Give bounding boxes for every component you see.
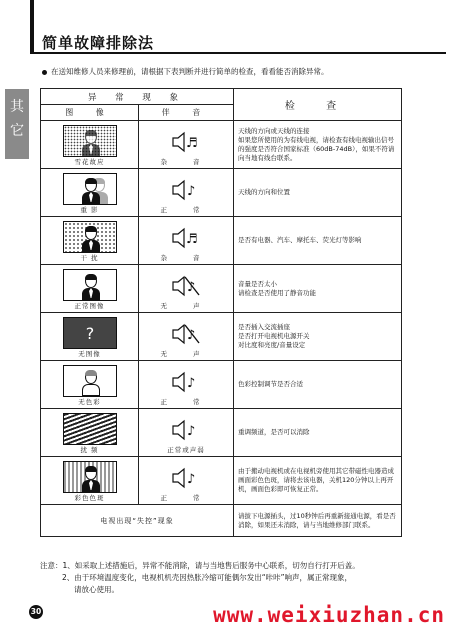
header-phenomenon: 异 常 现 象	[41, 89, 234, 105]
side-tab-char: 其	[10, 99, 24, 115]
header-rule	[34, 52, 446, 54]
image-label: 无图像	[78, 350, 101, 358]
svg-text:♪: ♪	[187, 328, 196, 343]
check-cell: 色彩控制调节是否合适	[234, 361, 402, 409]
note-line: 注意：1、如采取上述措施后，异常不能消除，请与当地售后服务中心联系，切勿自行打开后盖。	[40, 561, 360, 570]
speaker-normal-icon	[171, 465, 201, 491]
image-label: 雪花故应	[74, 158, 105, 166]
table-row	[41, 121, 402, 169]
header-vertical-rule	[30, 0, 34, 54]
sound-cell	[139, 313, 234, 361]
check-cell: 由于搬动电视机或在电视机旁使用其它带磁性电器造成画面彩色色斑，请将去该电器，关机120分钟以上再开机，画面色彩即可恢复正常。	[234, 457, 402, 505]
tv-ghost-picture-icon	[63, 173, 117, 205]
speaker-normal-icon	[171, 417, 201, 443]
page-number: 30	[29, 605, 43, 619]
sound-label: 正常或声弱	[167, 446, 205, 454]
sound-label: 正 常	[160, 494, 212, 502]
sound-label: 杂 音	[160, 254, 212, 262]
sound-label: 无 声	[160, 302, 212, 310]
table-row	[41, 265, 402, 313]
image-label: 彩色色斑	[74, 494, 105, 502]
tv-no-color-picture-icon	[63, 365, 117, 397]
image-label: 扰 频	[80, 446, 99, 454]
check-cell: 天线的方向和位置	[234, 169, 402, 217]
check-cell: 请拔下电源插头，过10秒钟后再重新接通电源，看是否消除，如果还未消除，请与当地维修部门联系。	[234, 505, 402, 537]
table-row	[41, 457, 402, 505]
sound-cell	[139, 121, 234, 169]
table-row	[41, 169, 402, 217]
page-title: 简单故障排除法	[42, 34, 155, 52]
watermark: www.weixiuzhan.cn	[213, 603, 445, 627]
svg-text:♪: ♪	[187, 184, 196, 199]
tv-color-spots-picture-icon	[63, 461, 117, 493]
speaker-muted-icon	[171, 321, 201, 347]
tv-interference-picture-icon	[63, 221, 117, 253]
speaker-normal-icon	[171, 177, 201, 203]
header-check: 检 查	[234, 89, 402, 121]
speaker-muted-icon	[171, 273, 201, 299]
sound-cell	[139, 361, 234, 409]
table-row	[41, 361, 402, 409]
sound-label: 杂 音	[160, 158, 212, 166]
svg-text:♪: ♪	[187, 280, 196, 295]
troubleshooting-table	[40, 88, 402, 537]
sound-cell	[139, 265, 234, 313]
svg-text:♪: ♪	[187, 424, 196, 439]
table-row	[41, 313, 402, 361]
out-of-control-description: 电视出现“失控”现象	[41, 505, 234, 537]
image-cell	[41, 457, 139, 505]
sound-cell	[139, 457, 234, 505]
image-label: 干 扰	[80, 254, 99, 262]
sound-label: 正 常	[160, 206, 212, 214]
image-label: 无色彩	[78, 398, 101, 406]
image-cell	[41, 409, 139, 457]
svg-text:♪: ♪	[187, 376, 196, 391]
sound-cell	[139, 409, 234, 457]
check-cell: 是否有电器、汽车、摩托车、荧光灯等影响	[234, 217, 402, 265]
image-label: 重 影	[80, 206, 99, 214]
check-cell: 是否插入交流插座 是否打开电视机电源开关 对比度和亮度/音量设定	[234, 313, 402, 361]
check-cell: 重调频道，是否可以消除	[234, 409, 402, 457]
tv-snow-picture-icon	[63, 125, 117, 157]
sound-cell	[139, 169, 234, 217]
check-cell: 天线的方向或天线的连接 如果您所使用的为有线电视，请检查有线电视输出信号的强度是否符合国家标准（60dB-74dB），如果不符请向当地有线台联系。	[234, 121, 402, 169]
image-cell	[41, 313, 139, 361]
intro-text	[42, 66, 329, 77]
tv-normal-picture-icon	[63, 269, 117, 301]
tv-no-picture-icon: ?	[63, 317, 117, 349]
header-image: 图 像	[41, 105, 139, 121]
check-cell: 音量是否太小 请检查是否使用了静音功能	[234, 265, 402, 313]
svg-text:♬: ♬	[186, 136, 198, 151]
section-side-tab	[5, 89, 29, 159]
image-label: 正常图像	[74, 302, 105, 310]
intro-text-body: 在送知维修人员来修理前，请根据下表判断并进行简单的检查，看看能否消除异常。	[51, 67, 329, 76]
table-row	[41, 409, 402, 457]
speaker-noise-icon	[171, 225, 201, 251]
image-cell	[41, 169, 139, 217]
header-sound: 伴 音	[139, 105, 234, 121]
sound-cell	[139, 217, 234, 265]
tv-scrambled-picture-icon	[63, 413, 117, 445]
sound-label: 无 声	[160, 350, 212, 358]
image-cell	[41, 265, 139, 313]
speaker-normal-icon	[171, 369, 201, 395]
table-row	[41, 505, 402, 537]
svg-text:♬: ♬	[186, 232, 198, 247]
image-cell	[41, 361, 139, 409]
svg-text:♪: ♪	[187, 472, 196, 487]
image-cell	[41, 121, 139, 169]
image-cell	[41, 217, 139, 265]
bullet-icon	[42, 70, 47, 75]
side-tab-char: 它	[10, 123, 24, 139]
sound-label: 正 常	[160, 398, 212, 406]
speaker-noise-icon	[171, 129, 201, 155]
note-line: 2、由于环境温度变化，电视机机壳因热胀冷缩可能偶尔发出“咔咔”响声，属正常现象，	[62, 573, 353, 582]
notes	[40, 560, 360, 596]
table-row	[41, 217, 402, 265]
note-line: 请放心使用。	[74, 585, 119, 594]
